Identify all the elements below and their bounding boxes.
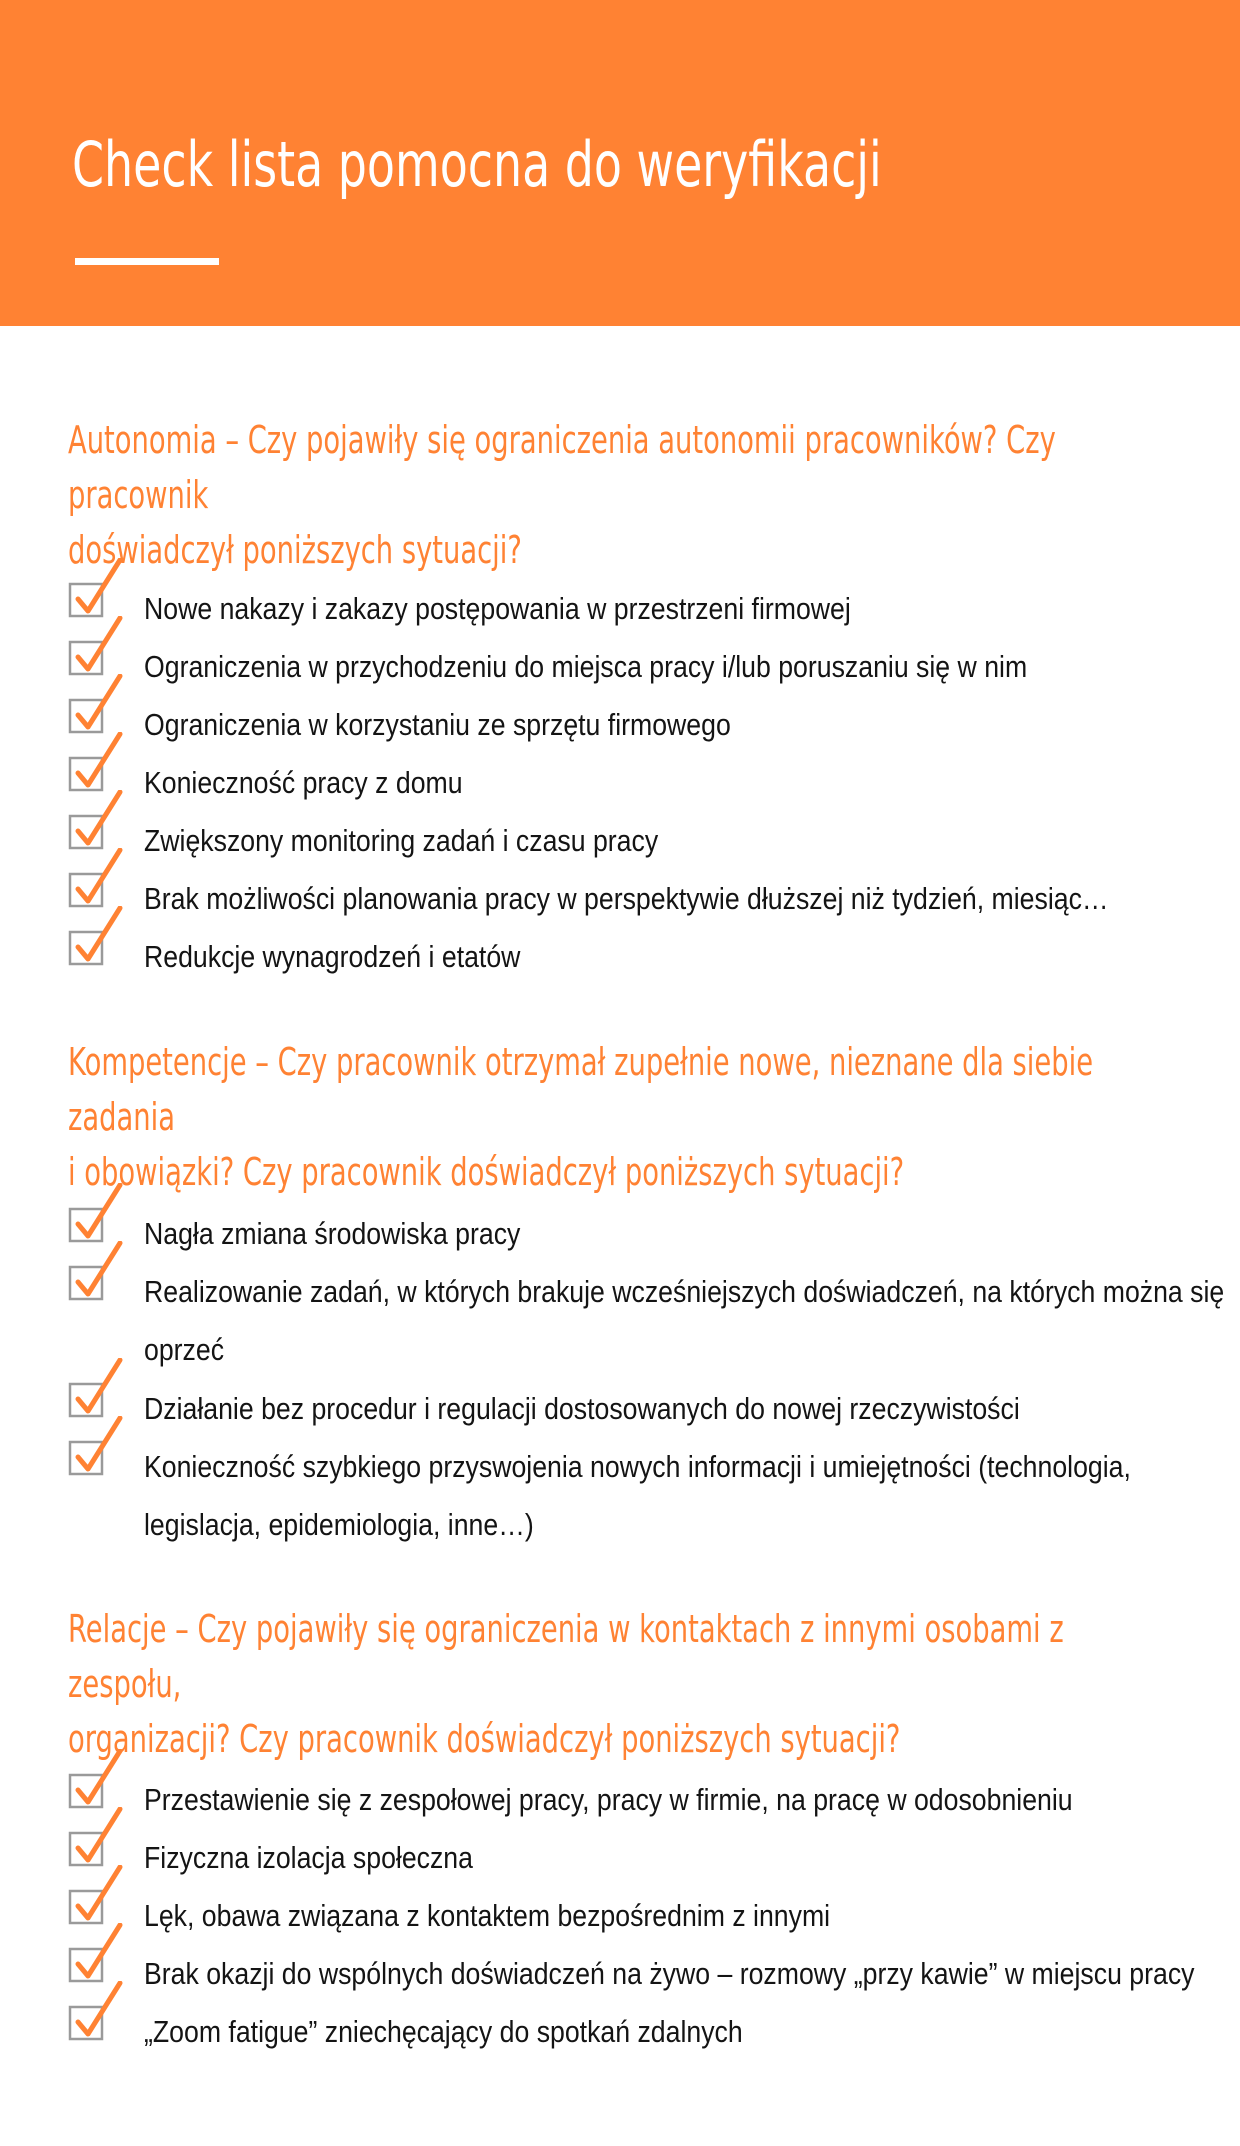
checklist-item-text: Brak okazji do wspólnych doświadczeń na żywo – rozmowy „przy kawie” w miejscu pracy bbox=[144, 1956, 1195, 1991]
section-heading-autonomia bbox=[68, 413, 1170, 578]
checkbox-checked-icon bbox=[68, 616, 128, 678]
checklist-item-text: Ograniczenia w korzystaniu ze sprzętu firmowego bbox=[144, 707, 731, 742]
checkbox-checked-icon bbox=[68, 1241, 128, 1303]
title-underline bbox=[75, 258, 219, 265]
checklist-item-text: Przestawienie się z zespołowej pracy, pracy w firmie, na pracę w odosobnieniu bbox=[144, 1782, 1073, 1817]
section-heading-line: organizacji? Czy pracownik doświadczył poniższych sytuacji? bbox=[68, 1717, 901, 1761]
section-heading-line: doświadczył poniższych sytuacji? bbox=[68, 528, 522, 572]
checklist-item-text: Lęk, obawa związana z kontaktem bezpośrednim z innymi bbox=[144, 1898, 831, 1933]
checkbox-checked-icon bbox=[68, 1807, 128, 1869]
checklist-item-text: „Zoom fatigue” zniechęcający do spotkań zdalnych bbox=[144, 2014, 743, 2049]
checklist-item-text: Działanie bez procedur i regulacji dostosowanych do nowej rzeczywistości bbox=[144, 1391, 1020, 1426]
checklist-item-text: Konieczność szybkiego przyswojenia nowych informacji i umiejętności (technologia, legislacja, epidemiologia, inne…) bbox=[144, 1449, 1131, 1542]
section-heading-line: Kompetencje – Czy pracownik otrzymał zupełnie nowe, nieznane dla siebie zadania bbox=[68, 1040, 1094, 1139]
section-heading-relacje bbox=[68, 1602, 1170, 1767]
checkbox-checked-icon bbox=[68, 1358, 128, 1420]
checklist-item-text: Fizyczna izolacja społeczna bbox=[144, 1840, 473, 1875]
header-banner bbox=[0, 0, 1240, 326]
checkbox-checked-icon bbox=[68, 1923, 128, 1985]
section-heading-kompetencje bbox=[68, 1035, 1170, 1200]
checkbox-checked-icon bbox=[68, 1749, 128, 1811]
checkbox-checked-icon bbox=[68, 674, 128, 736]
checklist-item-text: Nowe nakazy i zakazy postępowania w przestrzeni firmowej bbox=[144, 591, 851, 626]
section-heading-line: Autonomia – Czy pojawiły się ograniczenia autonomii pracowników? Czy pracownik bbox=[68, 418, 1056, 517]
checkbox-checked-icon bbox=[68, 790, 128, 852]
checklist-item-text: Redukcje wynagrodzeń i etatów bbox=[144, 939, 521, 974]
checkbox-checked-icon bbox=[68, 732, 128, 794]
checklist-item-text: Realizowanie zadań, w których brakuje wcześniejszych doświadczeń, na których można się oprzeć bbox=[144, 1274, 1225, 1367]
checkbox-checked-icon bbox=[68, 906, 128, 968]
checklist-item-text: Zwiększony monitoring zadań i czasu pracy bbox=[144, 823, 659, 858]
section-heading-line: i obowiązki? Czy pracownik doświadczył poniższych sytuacji? bbox=[68, 1150, 905, 1194]
checkbox-checked-icon bbox=[68, 1416, 128, 1478]
checkbox-checked-icon bbox=[68, 1183, 128, 1245]
checkbox-checked-icon bbox=[68, 848, 128, 910]
checklist-item-text: Brak możliwości planowania pracy w perspektywie dłuższej niż tydzień, miesiąc… bbox=[144, 881, 1109, 916]
checklist-item-text: Nagła zmiana środowiska pracy bbox=[144, 1216, 521, 1251]
checklist-item-text: Ograniczenia w przychodzeniu do miejsca pracy i/lub poruszaniu się w nim bbox=[144, 649, 1028, 684]
checklist-item-text: Konieczność pracy z domu bbox=[144, 765, 463, 800]
page-title: Check lista pomocna do weryfikacji bbox=[72, 128, 882, 201]
checkbox-checked-icon bbox=[68, 558, 128, 620]
checkbox-checked-icon bbox=[68, 1865, 128, 1927]
section-heading-line: Relacje – Czy pojawiły się ograniczenia w kontaktach z innymi osobami z zespołu, bbox=[68, 1607, 1064, 1706]
checkbox-checked-icon bbox=[68, 1981, 128, 2043]
